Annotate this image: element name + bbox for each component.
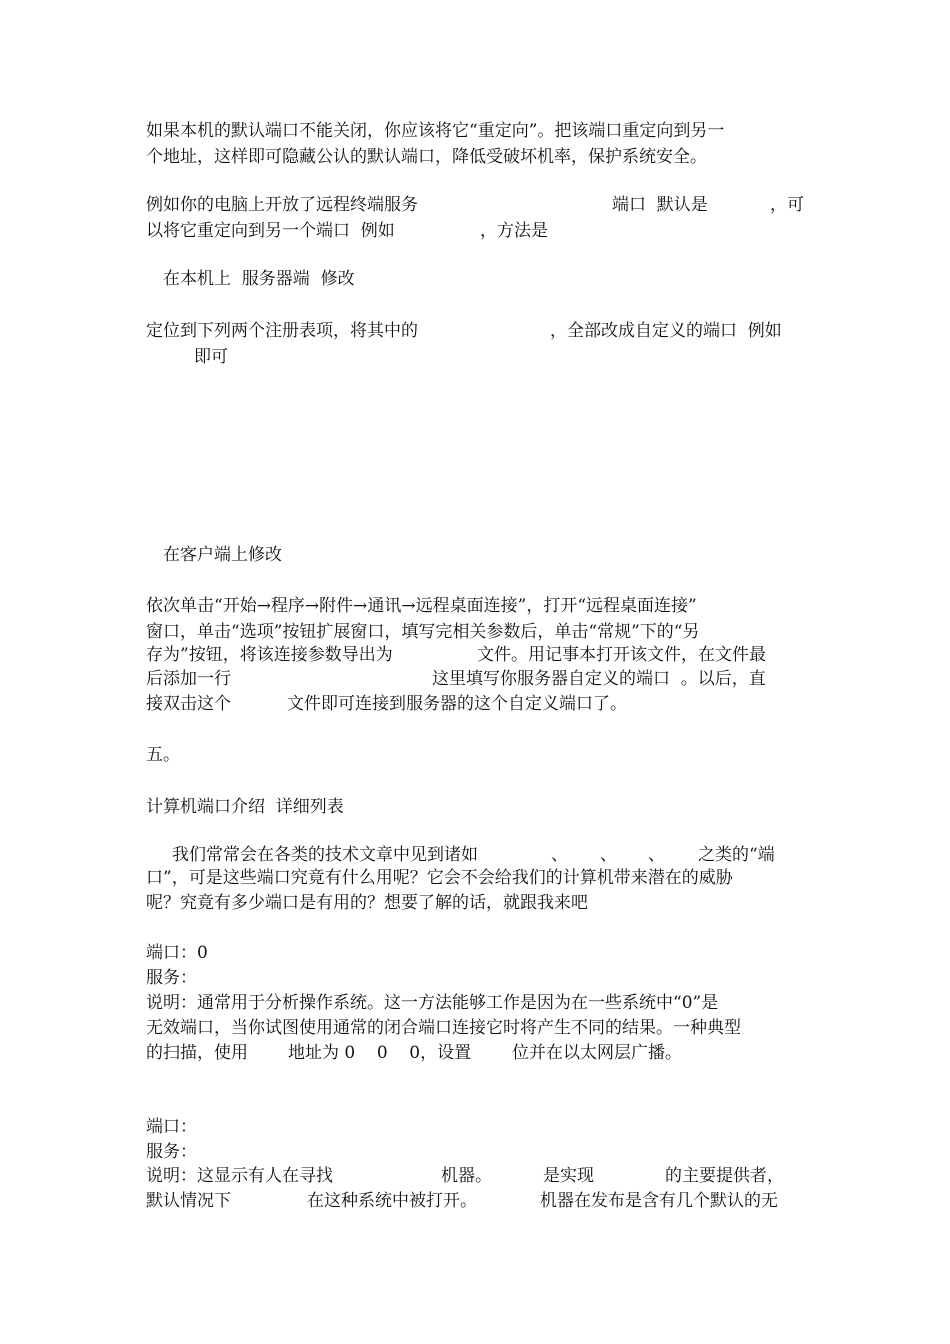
text-fragment: 接双击这个 — [146, 694, 231, 714]
text-fragment: 、 — [648, 845, 665, 865]
text-fragment: 存为”按钮，将该连接参数导出为 — [146, 645, 393, 665]
text-line: 无效端口，当你试图使用通常的闭合端口连接它时将产生不同的结果。一种典型 — [146, 1018, 741, 1038]
text-line: 口”，可是这些端口究竟有什么用呢？它会不会给我们的计算机带来潜在的威胁 — [146, 868, 733, 888]
text-fragment: ，方法是 — [480, 221, 548, 241]
section-number: 五。 — [146, 745, 180, 765]
port-label: 端口：0 — [146, 943, 208, 963]
service-label: 服务： — [146, 968, 197, 988]
text-fragment: 在这种系统中被打开。 — [307, 1191, 477, 1211]
text-fragment: 例如你的电脑上开放了远程终端服务 — [146, 195, 418, 215]
text-fragment: 定位到下列两个注册表项，将其中的 — [146, 321, 418, 341]
service-label: 服务： — [146, 1142, 197, 1162]
list-heading: 计算机端口介绍 详细列表 — [146, 797, 344, 817]
text-fragment: 端口 默认是 — [612, 195, 708, 215]
text-fragment: ，可 — [770, 195, 804, 215]
text-line: 依次单击“开始→程序→附件→通讯→远程桌面连接”，打开“远程桌面连接” — [146, 596, 697, 616]
text-fragment: 文件。用记事本打开该文件，在文件最 — [477, 645, 766, 665]
text-fragment: 之类的“端 — [698, 845, 775, 865]
text-fragment: 是实现 — [543, 1166, 594, 1186]
text-line: 呢？究竟有多少端口是有用的？想要了解的话，就跟我来吧 — [146, 893, 588, 913]
text-fragment: 即可 — [194, 347, 228, 367]
text-fragment: 机器在发布是含有几个默认的无 — [540, 1191, 778, 1211]
text-fragment: 的扫描，使用 — [146, 1043, 248, 1063]
text-line: 如果本机的默认端口不能关闭，你应该将它“重定向”。把该端口重定向到另一 — [146, 121, 725, 141]
text-fragment: 、 — [551, 845, 568, 865]
text-line: 窗口，单击“选项”按钮扩展窗口，填写完相关参数后，单击“常规”下的“另 — [146, 622, 700, 642]
text-fragment: 文件即可连接到服务器的这个自定义端口了。 — [287, 694, 627, 714]
text-fragment: 地址为 0 0 0，设置 — [288, 1043, 472, 1063]
text-fragment: 位并在以太网层广播。 — [512, 1043, 682, 1063]
text-fragment: 以将它重定向到另一个端口 例如 — [146, 221, 395, 241]
section-label: 在本机上 服务器端 修改 — [163, 269, 355, 289]
text-fragment: 这里填写你服务器自定义的端口 。以后，直 — [432, 669, 766, 689]
text-line: 个地址，这样即可隐藏公认的默认端口，降低受破坏机率，保护系统安全。 — [146, 147, 707, 167]
text-fragment: ，全部改成自定义的端口 例如 — [550, 321, 782, 341]
text-fragment: 机器。 — [441, 1166, 492, 1186]
text-fragment: 的主要提供者， — [665, 1166, 784, 1186]
section-label: 在客户端上修改 — [163, 545, 282, 565]
text-fragment: 我们常常会在各类的技术文章中见到诸如 — [172, 845, 478, 865]
text-fragment: 、 — [600, 845, 617, 865]
text-line: 说明：通常用于分析操作系统。这一方法能够工作是因为在一些系统中“0”是 — [146, 993, 719, 1013]
port-label: 端口： — [146, 1117, 197, 1137]
text-fragment: 默认情况下 — [146, 1191, 231, 1211]
text-fragment: 后添加一行 — [146, 669, 231, 689]
text-fragment: 说明：这显示有人在寻找 — [146, 1166, 333, 1186]
